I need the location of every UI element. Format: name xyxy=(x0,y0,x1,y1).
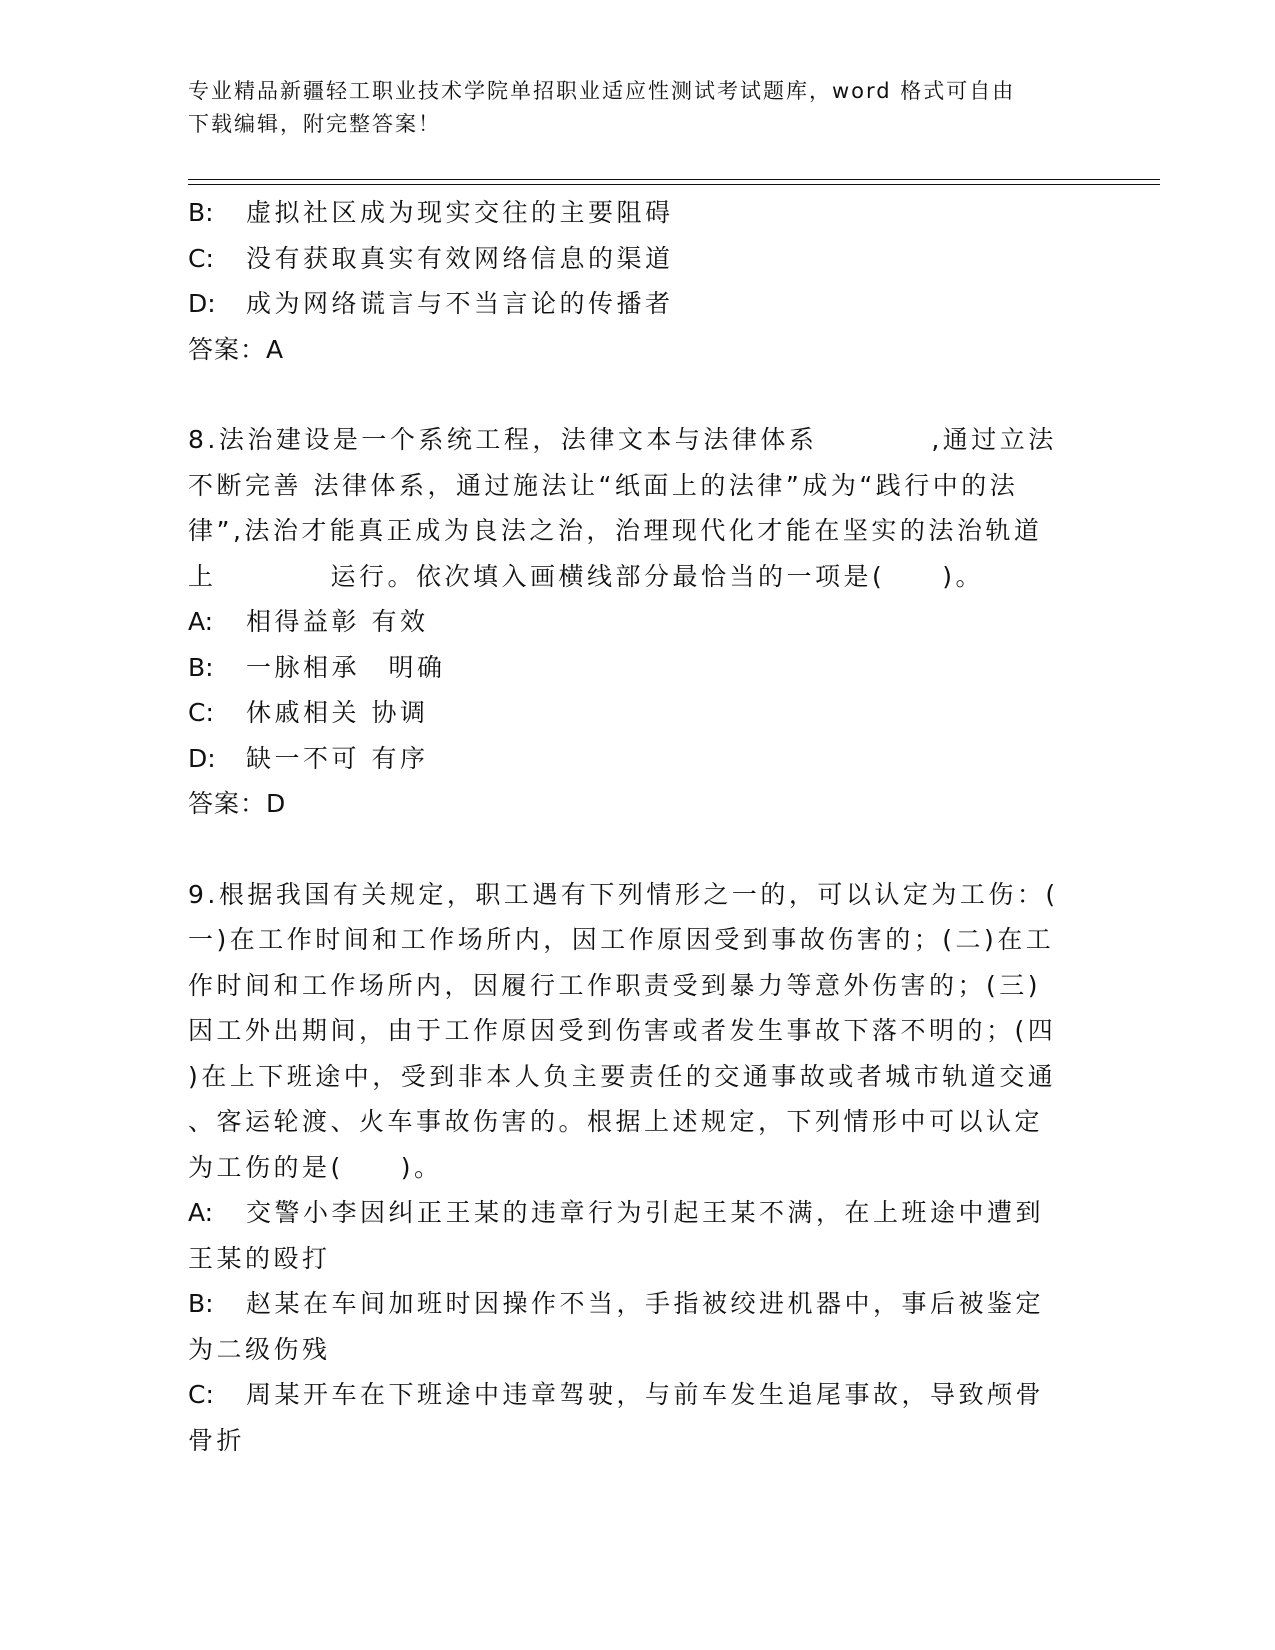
option-row: C: 没有获取真实有效网络信息的渠道 xyxy=(188,243,674,273)
header-line-1: 专业精品新疆轻工职业技术学院单招职业适应性测试考试题库，word 格式可自由 xyxy=(188,79,1016,103)
question-line: 因工外出期间，由于工作原因受到伤害或者发生事故下落不明的；(四 xyxy=(188,1016,1057,1045)
spacer xyxy=(188,827,1068,872)
option-row: B: 赵某在车间加班时因操作不当，手指被绞进机器中，事后被鉴定 xyxy=(188,1289,1045,1318)
option-row: B: 一脉相承 明确 xyxy=(188,652,446,682)
option-row: B: 虚拟社区成为现实交往的主要阻碍 xyxy=(188,198,674,227)
header-line-2: 下载编辑，附完整答案！ xyxy=(188,112,441,136)
question-line: 为工伤的是( )。 xyxy=(188,1152,443,1182)
document-body xyxy=(188,190,1068,1463)
question-line: 8.法治建设是一个系统工程，法律文本与法律体系 ,通过立法 xyxy=(188,425,1057,454)
question-line: 上 运行。依次填入画横线部分最恰当的一项是( )。 xyxy=(188,561,985,591)
option-row: A: 交警小李因纠正王某的违章行为引起王某不满，在上班途中遭到 xyxy=(188,1198,1045,1227)
header-rule-bottom xyxy=(188,184,1160,185)
answer-line: 答案：D xyxy=(188,789,287,818)
spacer xyxy=(188,372,1068,417)
option-row: C: 休戚相关 协调 xyxy=(188,698,429,727)
question-line: 一)在工作时间和工作场所内，因工作原因受到事故伤害的；(二)在工 xyxy=(188,925,1055,954)
answer-line: 答案：A xyxy=(188,334,285,364)
option-continuation: 为二级伤残 xyxy=(188,1334,331,1364)
option-row: D: 成为网络谎言与不当言论的传播者 xyxy=(188,289,674,318)
document-header xyxy=(188,75,1068,141)
question-line: 、客运轮渡、火车事故伤害的。根据上述规定，下列情形中可以认定 xyxy=(188,1107,1044,1136)
option-continuation: 骨折 xyxy=(188,1425,246,1455)
question-line: 9.根据我国有关规定，职工遇有下列情形之一的，可以认定为工伤：( xyxy=(188,879,1059,909)
option-continuation: 王某的殴打 xyxy=(188,1243,331,1273)
question-line: )在上下班途中，受到非本人负主要责任的交通事故或者城市轨道交通 xyxy=(188,1061,1057,1091)
option-row: D: 缺一不可 有序 xyxy=(188,743,429,773)
option-row: C: 周某开车在下班途中违章驾驶，与前车发生追尾事故，导致颅骨 xyxy=(188,1380,1045,1409)
header-rule-top xyxy=(188,179,1160,180)
option-row: A: 相得益彰 有效 xyxy=(188,607,429,636)
question-line: 作时间和工作场所内，因履行工作职责受到暴力等意外伤害的；(三) xyxy=(188,970,1042,1000)
question-line: 不断完善 法律体系，通过施法让“纸面上的法律”成为“践行中的法 xyxy=(188,470,1019,500)
question-line: 律”,法治才能真正成为良法之治，治理现代化才能在坚实的法治轨道 xyxy=(188,516,1043,545)
